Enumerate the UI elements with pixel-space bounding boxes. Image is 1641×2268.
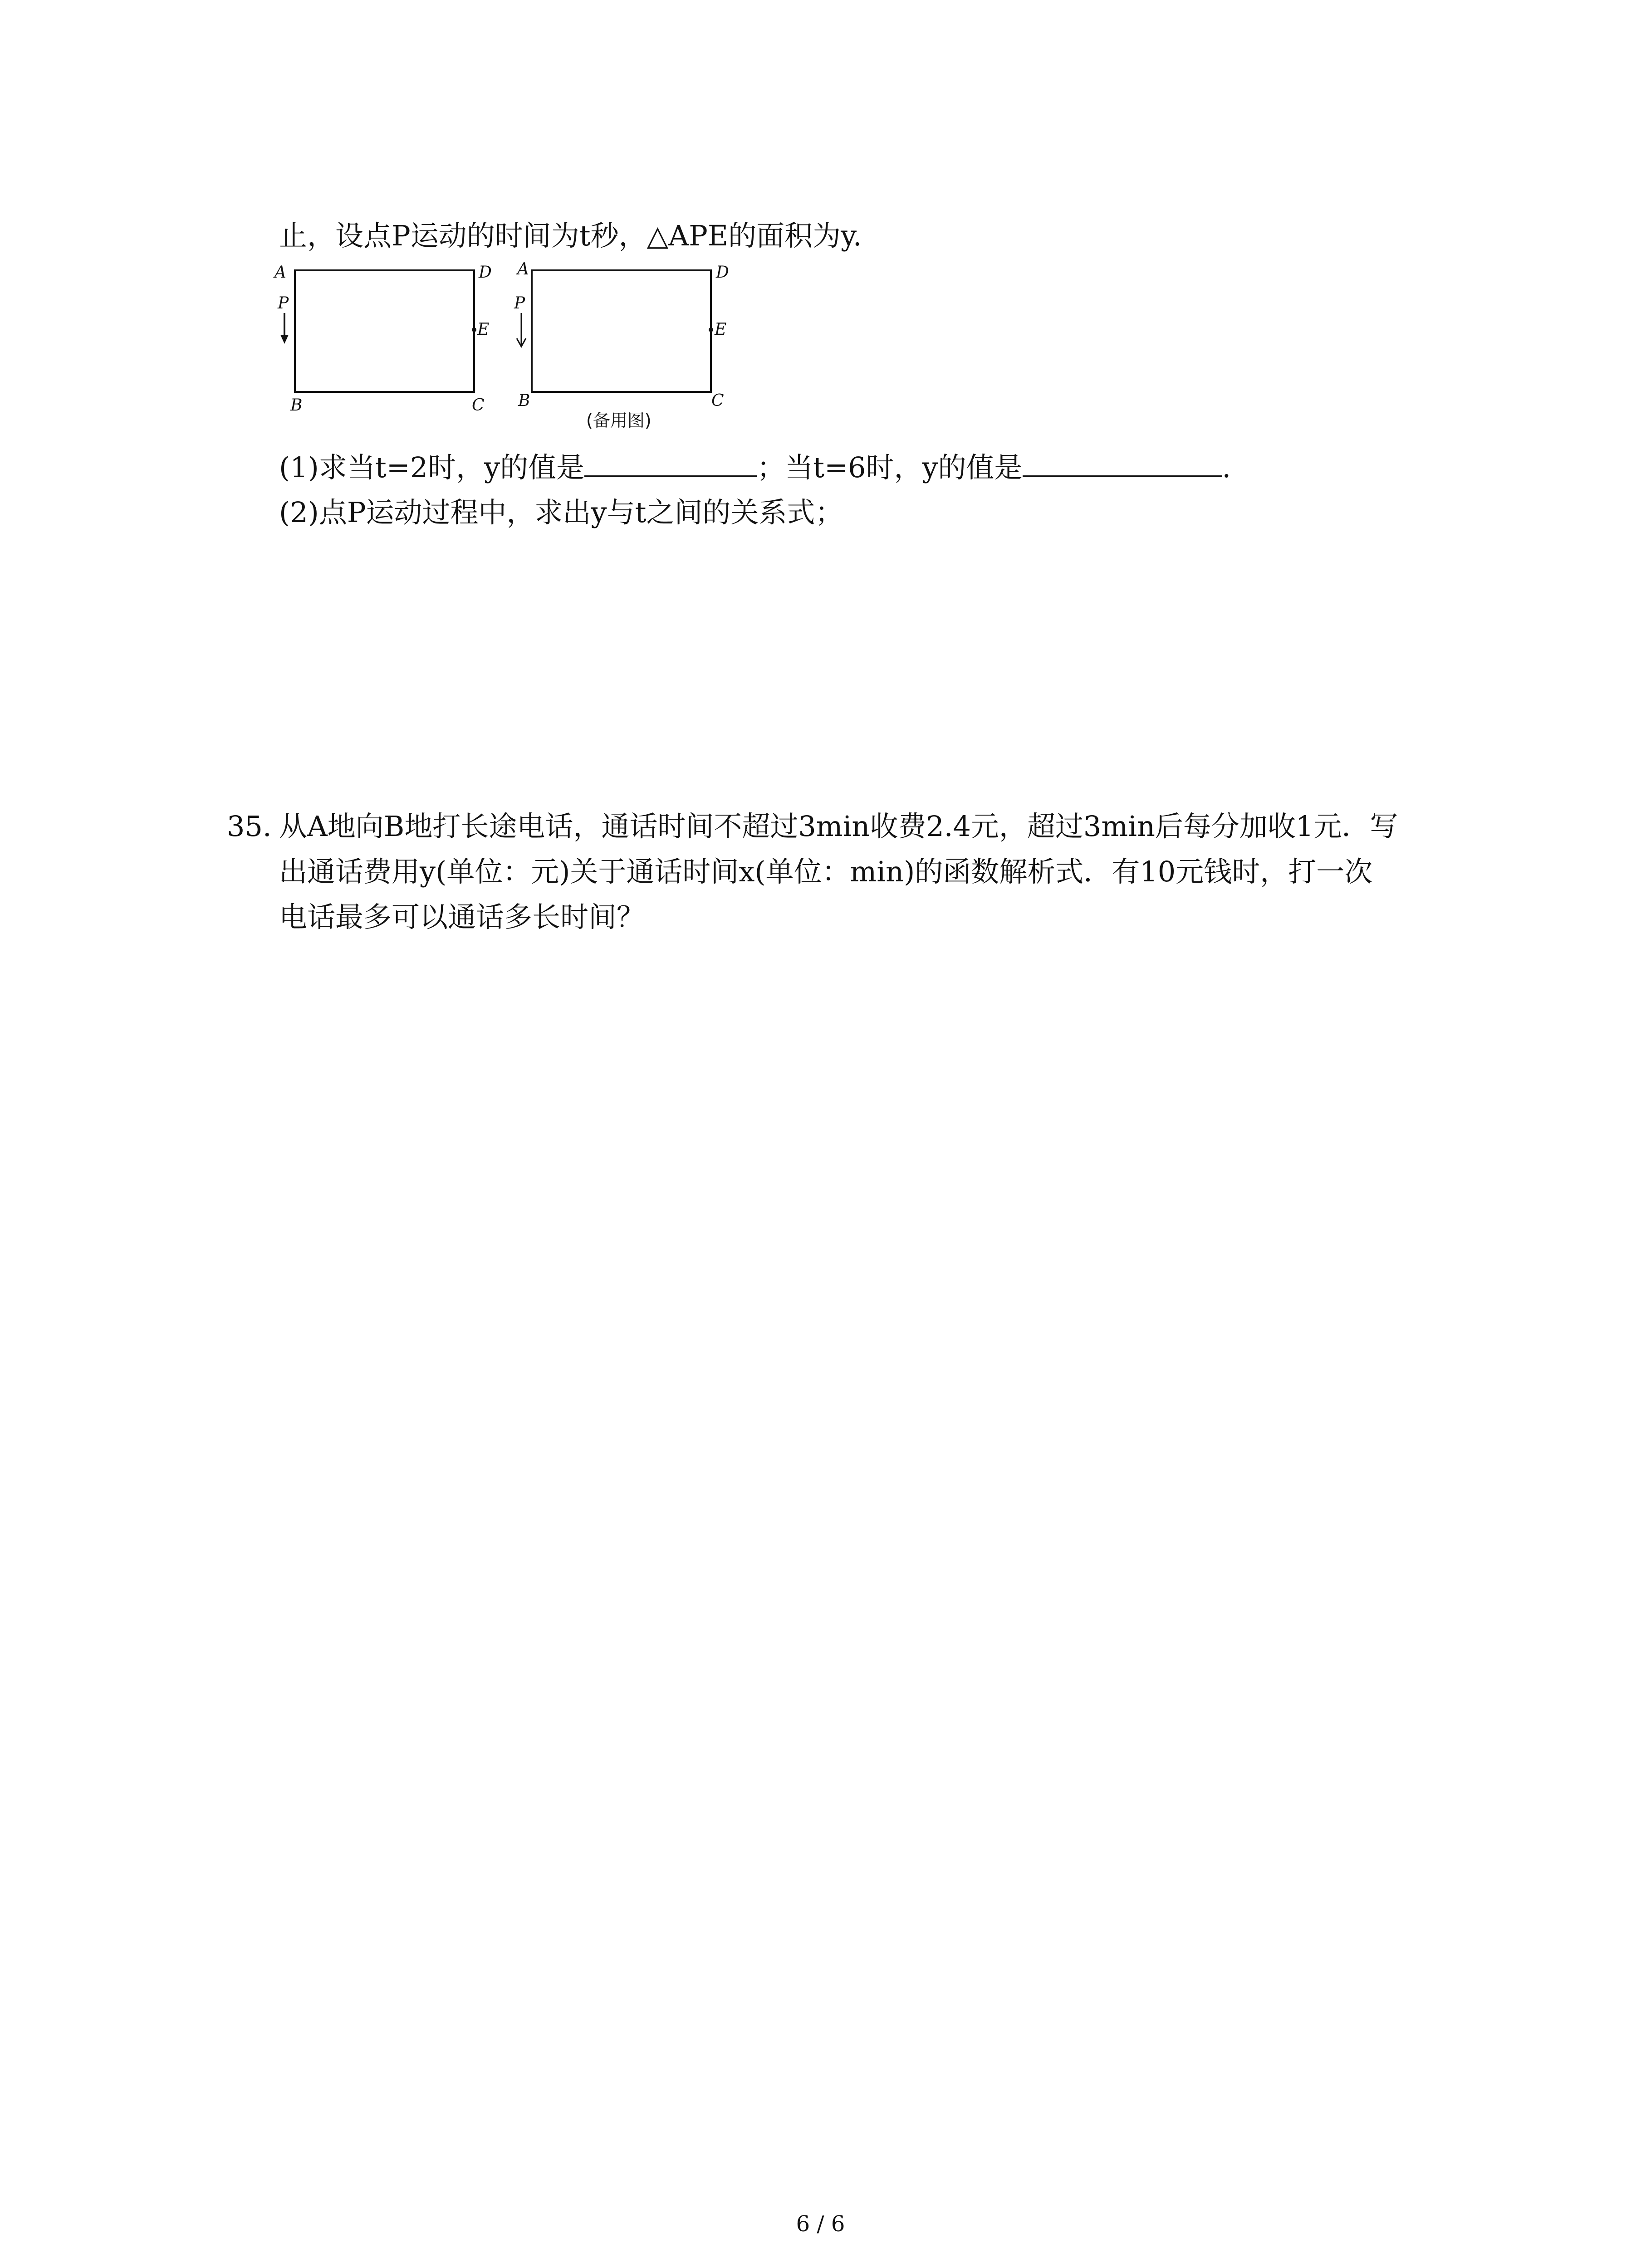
q35-line-1: 从A地向B地打长途电话，通话时间不超过3min收费2.4元，超过3min后每分加收1元．写 bbox=[279, 810, 1398, 843]
label-a: A bbox=[274, 263, 286, 282]
q35-line-2: 出通话费用y(单位：元)关于通话时间x(单位：min)的函数解析式．有10元钱时，打一次 bbox=[279, 855, 1373, 888]
figure-rectangle-spare bbox=[514, 260, 729, 430]
figure-caption: (备用图) bbox=[586, 411, 652, 430]
part1-text-a: (1)求当t=2时，y的值是 bbox=[279, 451, 585, 484]
question-number: 35. bbox=[227, 810, 272, 843]
figure-rectangle-main bbox=[273, 263, 492, 415]
label-b: B bbox=[518, 391, 530, 410]
label-p: P bbox=[278, 294, 289, 313]
q34-part2: (2)点P运动过程中，求出y与t之间的关系式； bbox=[279, 496, 843, 529]
label-b: B bbox=[290, 396, 303, 415]
label-e: E bbox=[477, 320, 490, 339]
part1-text-b: ；当t=6时，y的值是 bbox=[757, 451, 1023, 484]
label-c: C bbox=[711, 391, 724, 410]
q34-part1 bbox=[279, 449, 1231, 486]
point-e bbox=[472, 327, 476, 332]
q34-intro: 止，设点P运动的时间为t秒，△APE的面积为y. bbox=[279, 219, 862, 252]
label-d: D bbox=[716, 263, 729, 282]
answer-blank-1[interactable] bbox=[584, 449, 757, 477]
label-a: A bbox=[517, 260, 529, 279]
page-number: 6 / 6 bbox=[796, 2211, 845, 2237]
label-p: P bbox=[514, 294, 525, 313]
label-e: E bbox=[715, 320, 727, 339]
label-d: D bbox=[479, 263, 492, 282]
point-e bbox=[709, 327, 713, 332]
q35-line-3: 电话最多可以通话多长时间？ bbox=[279, 900, 645, 934]
part1-end: . bbox=[1222, 451, 1231, 484]
q34-figures bbox=[0, 0, 1641, 431]
answer-blank-2[interactable] bbox=[1023, 449, 1222, 477]
label-c: C bbox=[472, 396, 485, 415]
